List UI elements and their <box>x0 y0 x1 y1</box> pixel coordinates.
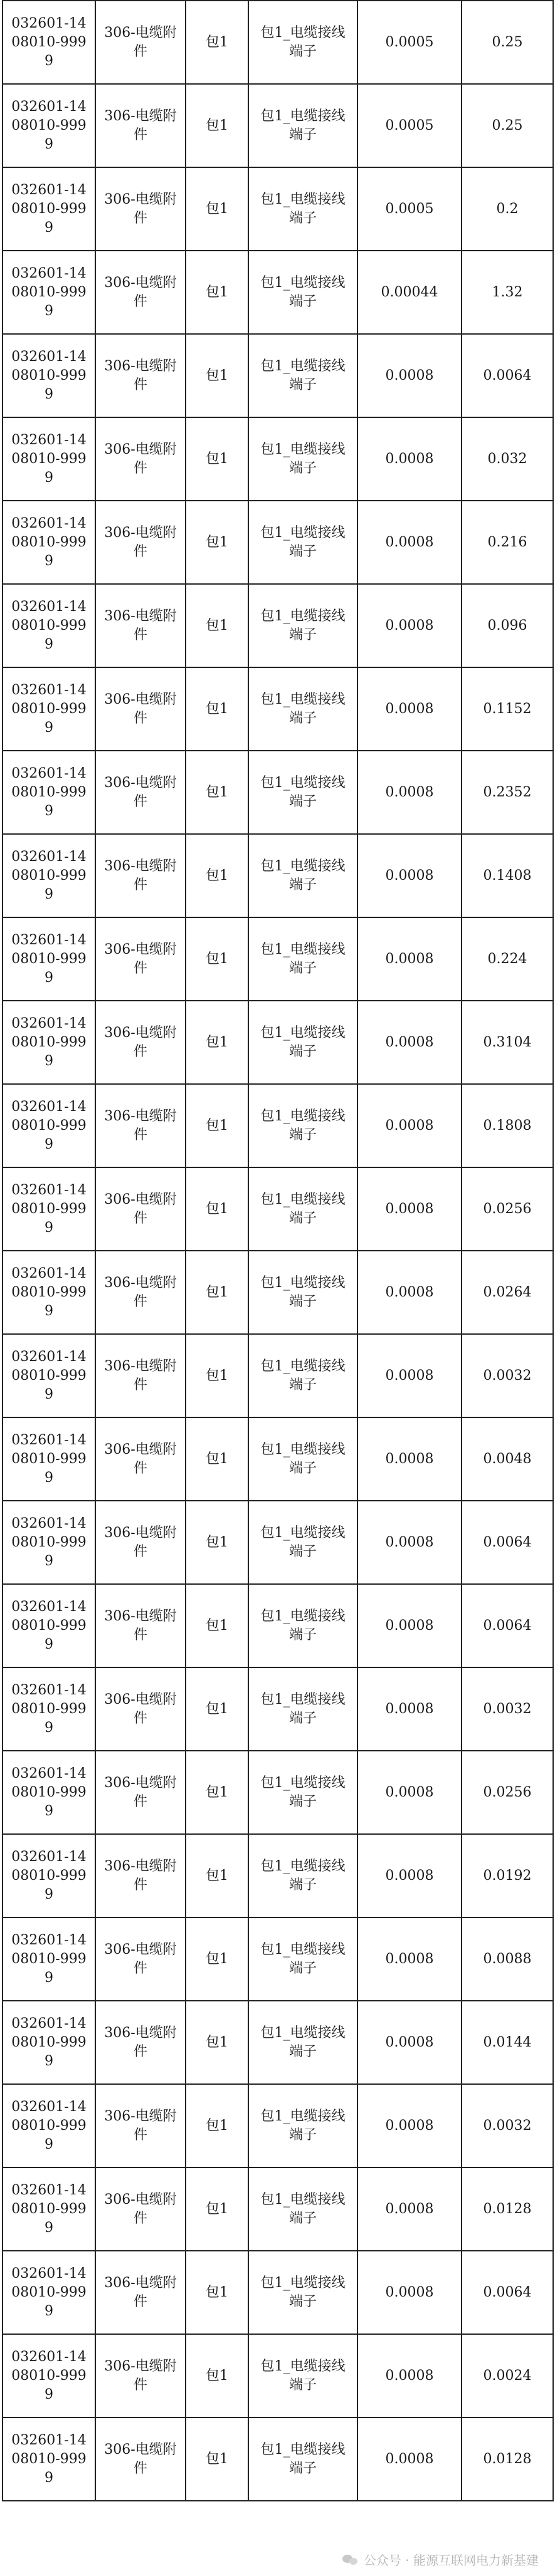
item-name-cell: 包1_电缆接线端子 <box>248 1667 357 1751</box>
package-cell: 包1 <box>186 2334 248 2417</box>
item-name-cell: 包1_电缆接线端子 <box>248 1001 357 1084</box>
category-cell: 306-电缆附件 <box>95 1167 186 1251</box>
table-row <box>3 2167 553 2251</box>
material-code-cell: 032601-1408010-9999 <box>3 2334 95 2417</box>
unit-value-cell: 0.0008 <box>357 2251 462 2334</box>
package-cell: 包1 <box>186 667 248 751</box>
quantity-cell: 0.0064 <box>462 2251 553 2334</box>
table-row <box>3 1417 553 1501</box>
category-cell: 306-电缆附件 <box>95 1667 186 1751</box>
item-name-cell: 包1_电缆接线端子 <box>248 1501 357 1584</box>
unit-value-cell: 0.0008 <box>357 1167 462 1251</box>
table-row <box>3 1917 553 2001</box>
category-cell: 306-电缆附件 <box>95 1 186 84</box>
material-code-cell: 032601-1408010-9999 <box>3 1167 95 1251</box>
quantity-cell: 0.032 <box>462 417 553 501</box>
table-row <box>3 1334 553 1417</box>
unit-value-cell: 0.0008 <box>357 2084 462 2167</box>
category-cell: 306-电缆附件 <box>95 1084 186 1167</box>
category-cell: 306-电缆附件 <box>95 1417 186 1501</box>
item-name-cell: 包1_电缆接线端子 <box>248 917 357 1001</box>
category-cell: 306-电缆附件 <box>95 167 186 251</box>
category-cell: 306-电缆附件 <box>95 2001 186 2084</box>
category-cell: 306-电缆附件 <box>95 1917 186 2001</box>
quantity-cell: 0.0192 <box>462 1834 553 1917</box>
material-code-cell: 032601-1408010-9999 <box>3 1751 95 1834</box>
category-cell: 306-电缆附件 <box>95 1334 186 1417</box>
material-code-cell: 032601-1408010-9999 <box>3 1917 95 2001</box>
unit-value-cell: 0.0005 <box>357 167 462 251</box>
package-cell: 包1 <box>186 167 248 251</box>
package-cell: 包1 <box>186 1834 248 1917</box>
quantity-cell: 0.0032 <box>462 1667 553 1751</box>
package-cell: 包1 <box>186 2001 248 2084</box>
package-cell: 包1 <box>186 1417 248 1501</box>
package-cell: 包1 <box>186 2167 248 2251</box>
item-name-cell: 包1_电缆接线端子 <box>248 2001 357 2084</box>
material-code-cell: 032601-1408010-9999 <box>3 834 95 917</box>
quantity-cell: 0.1808 <box>462 1084 553 1167</box>
unit-value-cell: 0.0008 <box>357 1001 462 1084</box>
quantity-cell: 0.2 <box>462 167 553 251</box>
quantity-cell: 0.0064 <box>462 1501 553 1584</box>
material-code-cell: 032601-1408010-9999 <box>3 917 95 1001</box>
package-cell: 包1 <box>186 1501 248 1584</box>
item-name-cell: 包1_电缆接线端子 <box>248 2334 357 2417</box>
unit-value-cell: 0.00044 <box>357 251 462 334</box>
package-cell: 包1 <box>186 2084 248 2167</box>
table-row <box>3 1584 553 1667</box>
package-cell: 包1 <box>186 501 248 584</box>
package-cell: 包1 <box>186 1 248 84</box>
material-code-cell: 032601-1408010-9999 <box>3 1334 95 1417</box>
package-cell: 包1 <box>186 417 248 501</box>
table-row <box>3 2417 553 2501</box>
unit-value-cell: 0.0008 <box>357 751 462 834</box>
item-name-cell: 包1_电缆接线端子 <box>248 167 357 251</box>
quantity-cell: 0.224 <box>462 917 553 1001</box>
quantity-cell: 0.216 <box>462 501 553 584</box>
material-code-cell: 032601-1408010-9999 <box>3 2417 95 2501</box>
table-body <box>3 1 553 2501</box>
item-name-cell: 包1_电缆接线端子 <box>248 334 357 417</box>
unit-value-cell: 0.0008 <box>357 2334 462 2417</box>
material-code-cell: 032601-1408010-9999 <box>3 584 95 667</box>
quantity-cell: 0.3104 <box>462 1001 553 1084</box>
category-cell: 306-电缆附件 <box>95 501 186 584</box>
category-cell: 306-电缆附件 <box>95 751 186 834</box>
unit-value-cell: 0.0008 <box>357 1667 462 1751</box>
quantity-cell: 0.2352 <box>462 751 553 834</box>
category-cell: 306-电缆附件 <box>95 917 186 1001</box>
quantity-cell: 0.0128 <box>462 2417 553 2501</box>
material-code-cell: 032601-1408010-9999 <box>3 2084 95 2167</box>
table-row <box>3 584 553 667</box>
category-cell: 306-电缆附件 <box>95 1751 186 1834</box>
item-name-cell: 包1_电缆接线端子 <box>248 667 357 751</box>
category-cell: 306-电缆附件 <box>95 417 186 501</box>
item-name-cell: 包1_电缆接线端子 <box>248 417 357 501</box>
table-row <box>3 2001 553 2084</box>
material-code-cell: 032601-1408010-9999 <box>3 1501 95 1584</box>
category-cell: 306-电缆附件 <box>95 1501 186 1584</box>
table-row <box>3 2251 553 2334</box>
item-name-cell: 包1_电缆接线端子 <box>248 1751 357 1834</box>
table-row <box>3 1084 553 1167</box>
package-cell: 包1 <box>186 2417 248 2501</box>
item-name-cell: 包1_电缆接线端子 <box>248 84 357 167</box>
package-cell: 包1 <box>186 2251 248 2334</box>
unit-value-cell: 0.0008 <box>357 834 462 917</box>
item-name-cell: 包1_电缆接线端子 <box>248 251 357 334</box>
package-cell: 包1 <box>186 251 248 334</box>
material-code-cell: 032601-1408010-9999 <box>3 1251 95 1334</box>
unit-value-cell: 0.0008 <box>357 667 462 751</box>
material-code-cell: 032601-1408010-9999 <box>3 84 95 167</box>
table-row <box>3 251 553 334</box>
material-code-cell: 032601-1408010-9999 <box>3 501 95 584</box>
table-row <box>3 1501 553 1584</box>
category-cell: 306-电缆附件 <box>95 2334 186 2417</box>
category-cell: 306-电缆附件 <box>95 334 186 417</box>
package-cell: 包1 <box>186 1751 248 1834</box>
table-row <box>3 1001 553 1084</box>
unit-value-cell: 0.0008 <box>357 2167 462 2251</box>
quantity-cell: 0.25 <box>462 1 553 84</box>
item-name-cell: 包1_电缆接线端子 <box>248 1167 357 1251</box>
table-row <box>3 1834 553 1917</box>
category-cell: 306-电缆附件 <box>95 2084 186 2167</box>
unit-value-cell: 0.0008 <box>357 917 462 1001</box>
quantity-cell: 0.0128 <box>462 2167 553 2251</box>
item-name-cell: 包1_电缆接线端子 <box>248 1084 357 1167</box>
package-cell: 包1 <box>186 1917 248 2001</box>
unit-value-cell: 0.0008 <box>357 501 462 584</box>
item-name-cell: 包1_电缆接线端子 <box>248 1917 357 2001</box>
package-cell: 包1 <box>186 1667 248 1751</box>
package-cell: 包1 <box>186 84 248 167</box>
material-code-cell: 032601-1408010-9999 <box>3 2251 95 2334</box>
table-row <box>3 751 553 834</box>
item-name-cell: 包1_电缆接线端子 <box>248 2167 357 2251</box>
unit-value-cell: 0.0008 <box>357 584 462 667</box>
table-row <box>3 417 553 501</box>
material-table <box>2 0 554 2501</box>
item-name-cell: 包1_电缆接线端子 <box>248 751 357 834</box>
quantity-cell: 0.25 <box>462 84 553 167</box>
table-row <box>3 2084 553 2167</box>
package-cell: 包1 <box>186 584 248 667</box>
item-name-cell: 包1_电缆接线端子 <box>248 1251 357 1334</box>
item-name-cell: 包1_电缆接线端子 <box>248 1417 357 1501</box>
package-cell: 包1 <box>186 917 248 1001</box>
table-row <box>3 917 553 1001</box>
category-cell: 306-电缆附件 <box>95 251 186 334</box>
table-row <box>3 1 553 84</box>
table-row <box>3 501 553 584</box>
watermark <box>340 2549 541 2570</box>
quantity-cell: 0.0264 <box>462 1251 553 1334</box>
material-code-cell: 032601-1408010-9999 <box>3 2001 95 2084</box>
category-cell: 306-电缆附件 <box>95 834 186 917</box>
quantity-cell: 0.096 <box>462 584 553 667</box>
unit-value-cell: 0.0008 <box>357 334 462 417</box>
table-row <box>3 1667 553 1751</box>
package-cell: 包1 <box>186 1167 248 1251</box>
package-cell: 包1 <box>186 1334 248 1417</box>
item-name-cell: 包1_电缆接线端子 <box>248 2417 357 2501</box>
quantity-cell: 0.0032 <box>462 2084 553 2167</box>
unit-value-cell: 0.0008 <box>357 2001 462 2084</box>
item-name-cell: 包1_电缆接线端子 <box>248 2251 357 2334</box>
category-cell: 306-电缆附件 <box>95 1251 186 1334</box>
unit-value-cell: 0.0008 <box>357 1751 462 1834</box>
category-cell: 306-电缆附件 <box>95 84 186 167</box>
quantity-cell: 0.0144 <box>462 2001 553 2084</box>
material-code-cell: 032601-1408010-9999 <box>3 417 95 501</box>
package-cell: 包1 <box>186 334 248 417</box>
category-cell: 306-电缆附件 <box>95 667 186 751</box>
unit-value-cell: 0.0008 <box>357 1501 462 1584</box>
material-code-cell: 032601-1408010-9999 <box>3 1 95 84</box>
item-name-cell: 包1_电缆接线端子 <box>248 584 357 667</box>
unit-value-cell: 0.0008 <box>357 1334 462 1417</box>
item-name-cell: 包1_电缆接线端子 <box>248 1834 357 1917</box>
category-cell: 306-电缆附件 <box>95 584 186 667</box>
table-row <box>3 1251 553 1334</box>
category-cell: 306-电缆附件 <box>95 1834 186 1917</box>
quantity-cell: 0.0032 <box>462 1334 553 1417</box>
quantity-cell: 0.0088 <box>462 1917 553 2001</box>
table-row <box>3 334 553 417</box>
table-row <box>3 834 553 917</box>
table-row <box>3 84 553 167</box>
unit-value-cell: 0.0008 <box>357 1417 462 1501</box>
quantity-cell: 0.1408 <box>462 834 553 917</box>
category-cell: 306-电缆附件 <box>95 1001 186 1084</box>
material-code-cell: 032601-1408010-9999 <box>3 1834 95 1917</box>
unit-value-cell: 0.0005 <box>357 84 462 167</box>
unit-value-cell: 0.0008 <box>357 1917 462 2001</box>
item-name-cell: 包1_电缆接线端子 <box>248 2084 357 2167</box>
table-row <box>3 167 553 251</box>
quantity-cell: 0.0256 <box>462 1167 553 1251</box>
table-row <box>3 1751 553 1834</box>
table-row <box>3 1167 553 1251</box>
item-name-cell: 包1_电缆接线端子 <box>248 834 357 917</box>
category-cell: 306-电缆附件 <box>95 2167 186 2251</box>
package-cell: 包1 <box>186 1584 248 1667</box>
material-code-cell: 032601-1408010-9999 <box>3 167 95 251</box>
package-cell: 包1 <box>186 751 248 834</box>
material-code-cell: 032601-1408010-9999 <box>3 1584 95 1667</box>
material-code-cell: 032601-1408010-9999 <box>3 667 95 751</box>
watermark-text: 公众号 · 能源互联网电力新基建 <box>363 2553 539 2568</box>
category-cell: 306-电缆附件 <box>95 1584 186 1667</box>
table-row <box>3 667 553 751</box>
item-name-cell: 包1_电缆接线端子 <box>248 501 357 584</box>
material-code-cell: 032601-1408010-9999 <box>3 751 95 834</box>
quantity-cell: 0.0256 <box>462 1751 553 1834</box>
unit-value-cell: 0.0008 <box>357 1251 462 1334</box>
quantity-cell: 0.0064 <box>462 1584 553 1667</box>
unit-value-cell: 0.0008 <box>357 2417 462 2501</box>
material-code-cell: 032601-1408010-9999 <box>3 1084 95 1167</box>
table-row <box>3 2334 553 2417</box>
item-name-cell: 包1_电缆接线端子 <box>248 1 357 84</box>
category-cell: 306-电缆附件 <box>95 2417 186 2501</box>
material-code-cell: 032601-1408010-9999 <box>3 251 95 334</box>
quantity-cell: 0.0024 <box>462 2334 553 2417</box>
unit-value-cell: 0.0008 <box>357 1084 462 1167</box>
item-name-cell: 包1_电缆接线端子 <box>248 1584 357 1667</box>
package-cell: 包1 <box>186 1084 248 1167</box>
material-code-cell: 032601-1408010-9999 <box>3 1417 95 1501</box>
wechat-icon <box>342 2553 359 2566</box>
quantity-cell: 0.0064 <box>462 334 553 417</box>
category-cell: 306-电缆附件 <box>95 2251 186 2334</box>
package-cell: 包1 <box>186 834 248 917</box>
quantity-cell: 1.32 <box>462 251 553 334</box>
quantity-cell: 0.1152 <box>462 667 553 751</box>
quantity-cell: 0.0048 <box>462 1417 553 1501</box>
material-code-cell: 032601-1408010-9999 <box>3 2167 95 2251</box>
package-cell: 包1 <box>186 1251 248 1334</box>
unit-value-cell: 0.0008 <box>357 1834 462 1917</box>
package-cell: 包1 <box>186 1001 248 1084</box>
material-code-cell: 032601-1408010-9999 <box>3 1001 95 1084</box>
unit-value-cell: 0.0008 <box>357 417 462 501</box>
material-code-cell: 032601-1408010-9999 <box>3 334 95 417</box>
unit-value-cell: 0.0008 <box>357 1584 462 1667</box>
material-code-cell: 032601-1408010-9999 <box>3 1667 95 1751</box>
item-name-cell: 包1_电缆接线端子 <box>248 1334 357 1417</box>
unit-value-cell: 0.0005 <box>357 1 462 84</box>
